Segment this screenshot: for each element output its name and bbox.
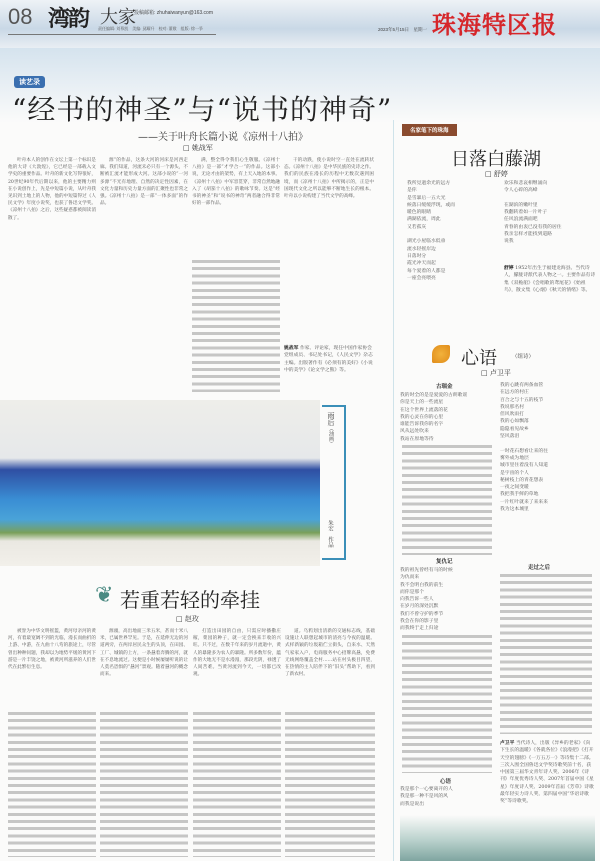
bio-name: 舒婷 [504,265,514,271]
column-tag: 读艺录 [14,76,45,88]
article-text-block [8,712,96,857]
bio-name: 姚战军 [284,345,299,351]
painting-medium: （油画） [328,426,334,446]
author-bio [284,345,376,374]
poem-section-title: 复仇记 [436,559,453,565]
author-bio [504,265,596,294]
poem-section-title: 古瑞金 [436,384,453,390]
poem-text: 我所見過余光的远方 是你 是雪暴后一五大光 候落日缓缓浮现，或而 暖色的眼睛 满湖依流，周此 又若孤灰 湖光小屋临水低垂 流水轻摇岸边 日落时分 霞光冲天而起 每个爱着的人都是 一座会亮喂亮 [407,181,455,281]
poem-author: □ 卢卫平 [481,369,511,377]
issue-date: 2023年5月15日 星期一 [378,27,428,32]
article-column: 源”的作品，这条大河的河床是河西走廊。我们知道，河流未必只有一个源头，不断被汇流才能形成大河。这部小说的“一河多源”不光有地理、自然的决定性因素，在文化力量和历史力量方面的汇聚性也非常之强。《凉州十八拍》是一部“一体多面”的作品。 [100,158,188,207]
page-number: 08 [8,4,33,29]
staff-credits: 责任编辑: 刘慕凯 美编: 邱耀升 校对: 董敬 组版: 徐一爭 [98,26,203,31]
poem-author: □ 舒婷 [485,170,508,178]
painting-title [326,412,336,446]
author-bio [500,740,594,806]
poem-subtitle: （组诗） [512,354,535,360]
painting-title-text: 雨后 [327,412,335,426]
newspaper-masthead: 珠海特区报 [432,10,557,39]
section-logo: 湾韵 [48,6,89,32]
article-column: 满，整全得令我们心生敬服。《凉州十八拍》是一部“才学合一”的作品。这部小说，无论才由的架势，有上天入地的本事。《凉州十八拍》中军容贯穿，非常自然地融入了《胡笳十八拍》的歌咏节奏。这是“经书的神圣”和“说书的神奇”两者融合得非常好的一部作品。 [192,158,280,207]
bio-text: 作家、评论家，现任中国作家协会党组成员、书记处书记，《人民文学》杂志主编。出版著作有《必须有的美好》《小说中的美学》《论文学之熊》等。 [284,346,373,373]
painting-artist: 朱宏 作品 [327,520,333,548]
poem-text: 我的祖先曾经有马的时候 为仇而来 我不会明白我的前生 而你是那个 向我告诉一些人 在岁月的深处沉默 我们不曾守护的季节 我会在你的影子里 而我终于走上归途 [400,568,453,632]
article-column: 叶舟本人的创作在文坛上第一个标识是他的大诗《大敦煌》，它已经是一部载入文学史的重要作品。叶舟的新文化写得很好，20世纪90年代后期以来，他的主要精力则在小说创作上，先是中短篇小说，从叶舟我见识到土地上的人物，他的中短篇得过《人民文学》年度小说奖，也获了鲁迅文学奖。《凉州十八拍》之后，这些疑惑都被阅读消散了。 [8,158,96,221]
poem-text: 我的心跳有两条血管 在远方的村庄 百合之与十五的枝节 我说那名村 但风吹雨打 我的心如飘落 隐隐看见故乡 坚风落泪 一时花石想看让来的往 雾外成为地层 城市里住着没有人知道 是宇宙的个人 秘树枝上的青花想表 一夜之间变暖 我把我手鲜的草地 一片红叶就来了来来来 我为这本城里 [500,383,548,513]
article-title: 若重若轻的牵挂 [120,588,260,612]
article-text-block [100,712,188,857]
submission-email: 投稿邮箱: zhuhaiwanyun@163.com [134,10,213,16]
article-column: 打造出田园的自由，只需应时播撒庄稼，菜园的种子，就一定会换来丰收的兴旺。只不过，在数千年来的岁月流逝中，黄人的暴隆多为农人的暴隆。所多数年份，蕴作的大地无不是水漫漫，那段光阴，禄透了人间苦难。当黄河流到今天，一切都已改观。 [193,629,281,678]
poem-section-title: 心语 [440,779,452,785]
poem-text: 我是那个一心要离开的人 我是那一种不是风的风 而我是说出 [400,787,453,807]
poem-text: 我的时全的是是爱爱的古朗歌谣 你是天上的一些流星 在这个世界上流落的花 我的心灵在你的心里 谁能告诉我你的名字 风从远处吹来 我站在原地等待 [400,393,468,442]
article-text-block [192,260,280,392]
article-column: 被誉为中华文明摇篮，黄河母亲河的黄河，有着最宽阔不到的光临，漫长而曲折的上游、中游，在九曲十八弯的旅途上，尽管曾出种种问题，我却以为地势平缓的黄河下游是一片丰饶之地，被黄河所滋养的人们世代在此繁衍生息。 [8,629,96,671]
oil-painting-image [0,400,320,566]
bio-text: 1952年出生于福建龙海县。当代诗人，朦胧诗派代表人物之一。主要作品有诗集《双桅船》《会唱歌的鸢尾花》《始祖鸟》，散文集《心烟》《秋天的情绪》等。 [504,266,596,293]
article-author: □ 赵玫 [176,615,199,623]
bio-text: 当代诗人，出版《异乡的老家》《向下生长的温暖》《各就各位》《浪漫把》《打开天空的翅膀》《一万五万一》等诗集十二部。三次入围全国鲁迅文学奖诗歌奖前十名，获中国第三届华文青年诗人奖、2006年《诗刊》年度优秀诗人奖、2007年首届中国《星星》年度诗人奖、2009年首届《芳草》诗歌最年轻实力诗人奖、第四届中国“华语诗歌奖”等诗歌奖。 [500,741,594,805]
article-text-block [285,712,375,857]
column-divider [393,120,394,861]
bio-name: 卢卫平 [500,740,515,746]
poem-text-block [500,574,592,734]
article-text-block [193,712,281,857]
landscape-decoration [400,815,595,861]
article-column: 干的动跌，使小说时空一直处在流转状态。《凉州十八拍》是中华民族的史诗之作。我们的民族在漫长的历程中无数次遇到困境，而《凉州十八拍》中所揭示的，正是中国现代文化之所以能够不断地生长的根本。叶舟以小说构建了当代文学的高峰。 [284,158,374,200]
poem-title: 日落白藤湖 [451,149,541,170]
article-column: 道。乌鸦划出清新的交通标志线，基础设施让人联想起城市的清亮与今夜的温暖。式样新颖的垃圾箱伫立街头，自来水、天然气家家入户，电商服务中心招牌高悬，免费无线网络覆盖全村……站在村头极目四望，在热情的主人陪伴下的“旧头”帮助下，看到了新农村。 [285,629,375,678]
article-column: 源頭，高出地面三米五米，甚而十米八米，已属世界罕见。于是，在延伸无边的河道两旁，在两岸居民众生的头顶，在田园、工厂、城镇的上方，一条悬着奔腾的河，就在不息地流过。这便是小时候屡屡听说的让人莫名恐惧的“悬河”景观。随着悬河的概念而来。 [100,629,188,678]
ginkgo-leaf-icon [432,345,450,363]
poem-text-block [402,445,492,555]
series-banner: 名家笔下的珠海 [402,124,457,136]
article-subtitle: ——关于叶舟长篇小说《凉州十八拍》 [138,132,308,143]
fern-icon: ❦ [95,583,114,608]
article-author: □ 姚战军 [183,144,213,152]
poem-text-block [402,635,492,773]
section-title: 大家 [100,7,136,28]
article-title: “经书的神圣”与“说书的神奇” [12,93,393,126]
poem-text: 欢乐和悲哀相继涌向 令人心碎的高峰 在湖滨的嫩叶里 我翻转着如一片叶子 任风浪流满面吧 青春的由衷已没有我的居住 我亲怎样才能找到道路 说我 [504,181,562,245]
poem-section-title: 走过之后 [528,565,551,571]
poem-title: 心语 [461,348,497,369]
header-divider [8,34,216,35]
